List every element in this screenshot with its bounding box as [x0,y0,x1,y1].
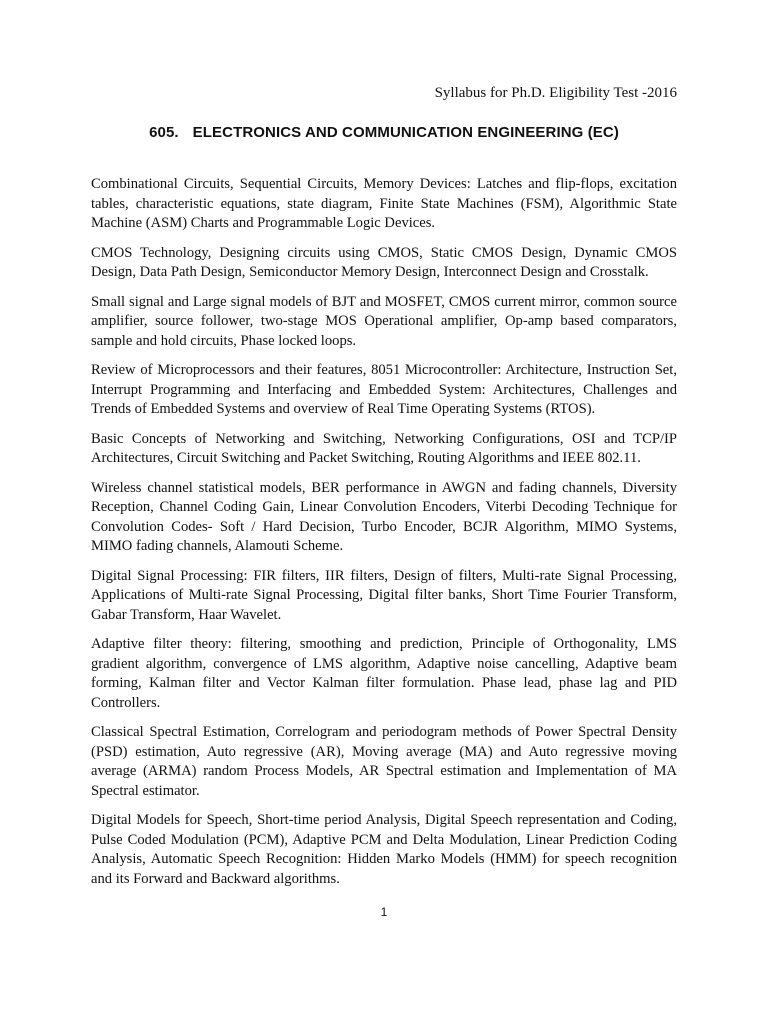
page-number: 1 [380,905,388,919]
paragraph-cmos: CMOS Technology, Designing circuits using CMOS, Static CMOS Design, Dynamic CMOS Design, Data Path Design, Semiconductor Memory Design, Interconnect Design and Crosstalk. [91,244,677,280]
paragraph-networking: Basic Concepts of Networking and Switching, Networking Configurations, OSI and TCP/IP Architectures, Circuit Switching and Packet Switching, Routing Algorithms and IEEE 802.11. [91,430,677,466]
paragraph-microprocessors: Review of Microprocessors and their features, 8051 Microcontroller: Architecture, Instruction Set, Interrupt Programming and Interfacing and Embedded System: Architectures, Challenges and Trends of Embedded Systems and overview of Real Time Operating Systems (RTOS). [91,362,677,417]
subject-title: ELECTRONICS AND COMMUNICATION ENGINEERING (EC) [192,124,619,141]
syllabus-header: Syllabus for Ph.D. Eligibility Test -2016 [434,85,677,101]
paragraph-spectral-estimation: Classical Spectral Estimation, Correlogram and periodogram methods of Power Spectral Density (PSD) estimation, Auto regressive (AR), Moving average (MA) and Auto regressive moving average (ARMA) random Process Models, AR Spectral estimation and Implementation of MA Spectral estimator. [91,724,677,799]
paragraph-adaptive-filters: Adaptive filter theory: filtering, smoothing and prediction, Principle of Orthogonality, LMS gradient algorithm, convergence of LMS algorithm, Adaptive noise cancelling, Adaptive beam forming, Kalman filter and Vector Kalman filter formulation. Phase lead, phase lag and PID Controllers. [91,636,677,711]
paragraph-digital-logic: Combinational Circuits, Sequential Circuits, Memory Devices: Latches and flip-flops, excitation tables, characteristic equations, state diagram, Finite State Machines (FSM), Algorithmic State Machine (ASM) Charts and Programmable Logic Devices. [91,176,677,231]
paragraph-speech: Digital Models for Speech, Short-time period Analysis, Digital Speech representation and Coding, Pulse Coded Modulation (PCM), Adaptive PCM and Delta Modulation, Linear Prediction Coding Analysis, Automatic Speech Recognition: Hidden Marko Models (HMM) for speech recognition and its Forward and Backward algorithms. [91,812,677,887]
paragraph-analog-circuits: Small signal and Large signal models of BJT and MOSFET, CMOS current mirror, common source amplifier, source follower, two-stage MOS Operational amplifier, Op-amp based comparators, sample and hold circuits, Phase locked loops. [91,293,677,349]
paragraph-wireless: Wireless channel statistical models, BER performance in AWGN and fading channels, Diversity Reception, Channel Coding Gain, Linear Convolution Encoders, Viterbi Decoding Technique for Convolution Codes- Soft / Hard Decision, Turbo Encoder, BCJR Algorithm, MIMO Systems, MIMO fading channels, Alamouti Scheme. [91,479,677,554]
syllabus-body [91,175,677,899]
subject-code: 605. [149,124,179,141]
paragraph-dsp: Digital Signal Processing: FIR filters, IIR filters, Design of filters, Multi-rate Signal Processing, Applications of Multi-rate Signal Processing, Digital filter banks, Short Time Fourier Transform, Gabar Transform, Haar Wavelet. [91,567,677,623]
page-title [0,124,768,141]
